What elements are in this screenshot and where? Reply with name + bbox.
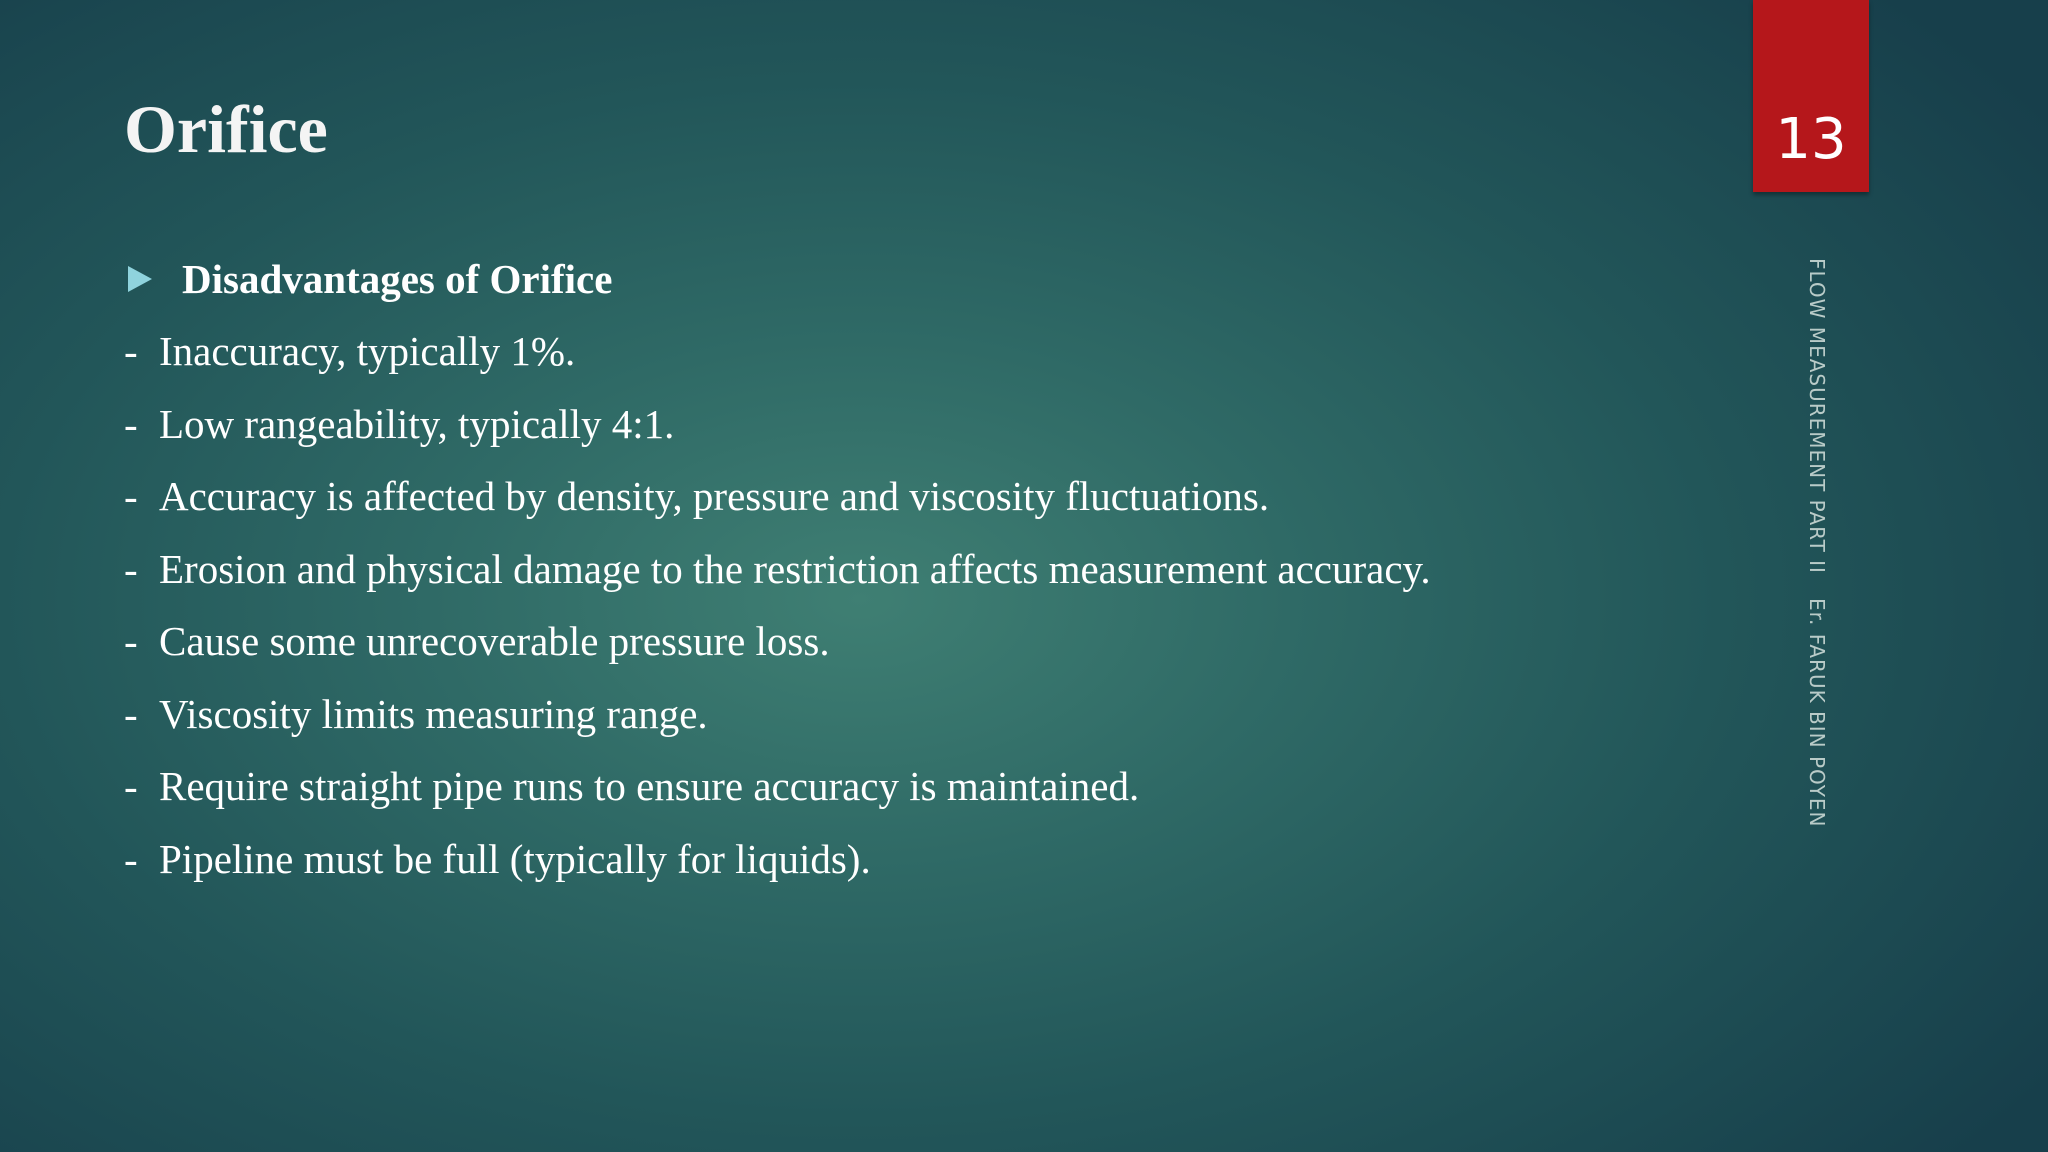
list-item-text: Cause some unrecoverable pressure loss. <box>159 618 830 665</box>
list-item <box>124 823 1724 896</box>
list-item-text: Pipeline must be full (typically for liquids). <box>159 835 871 882</box>
page-number-badge <box>1753 0 1869 192</box>
list-item-text: Require straight pipe runs to ensure accuracy is maintained. <box>159 763 1140 810</box>
vertical-footer <box>1805 258 1829 828</box>
list-item <box>124 533 1724 606</box>
list-item <box>124 315 1724 388</box>
dash-marker: - <box>124 690 138 737</box>
slide-title: Orifice <box>124 91 328 167</box>
triangle-bullet-icon <box>128 266 152 292</box>
list-item <box>124 388 1724 461</box>
dash-marker: - <box>124 835 138 882</box>
dash-marker: - <box>124 618 138 665</box>
bullet-heading-text: Disadvantages of Orifice <box>182 256 613 302</box>
list-item-text: Inaccuracy, typically 1%. <box>159 328 576 375</box>
list-item <box>124 678 1724 751</box>
list-item <box>124 750 1724 823</box>
footer-course-title: FLOW MEASUREMENT PART II <box>1805 258 1829 574</box>
dash-marker: - <box>124 328 138 375</box>
dash-marker: - <box>124 473 138 520</box>
dash-marker: - <box>124 545 138 592</box>
dash-marker: - <box>124 763 138 810</box>
bullet-heading <box>124 243 1724 315</box>
list-item <box>124 605 1724 678</box>
list-item <box>124 460 1724 533</box>
list-item-text: Low rangeability, typically 4:1. <box>159 400 675 447</box>
footer-author: Er. FARUK BIN POYEN <box>1805 597 1829 828</box>
list-item-text: Erosion and physical damage to the restriction affects measurement accuracy. <box>159 545 1431 592</box>
list-item-text: Viscosity limits measuring range. <box>159 690 708 737</box>
page-number: 13 <box>1775 107 1847 172</box>
dash-marker: - <box>124 400 138 447</box>
slide-content <box>124 243 1724 895</box>
list-item-text: Accuracy is affected by density, pressure and viscosity fluctuations. <box>159 473 1270 520</box>
